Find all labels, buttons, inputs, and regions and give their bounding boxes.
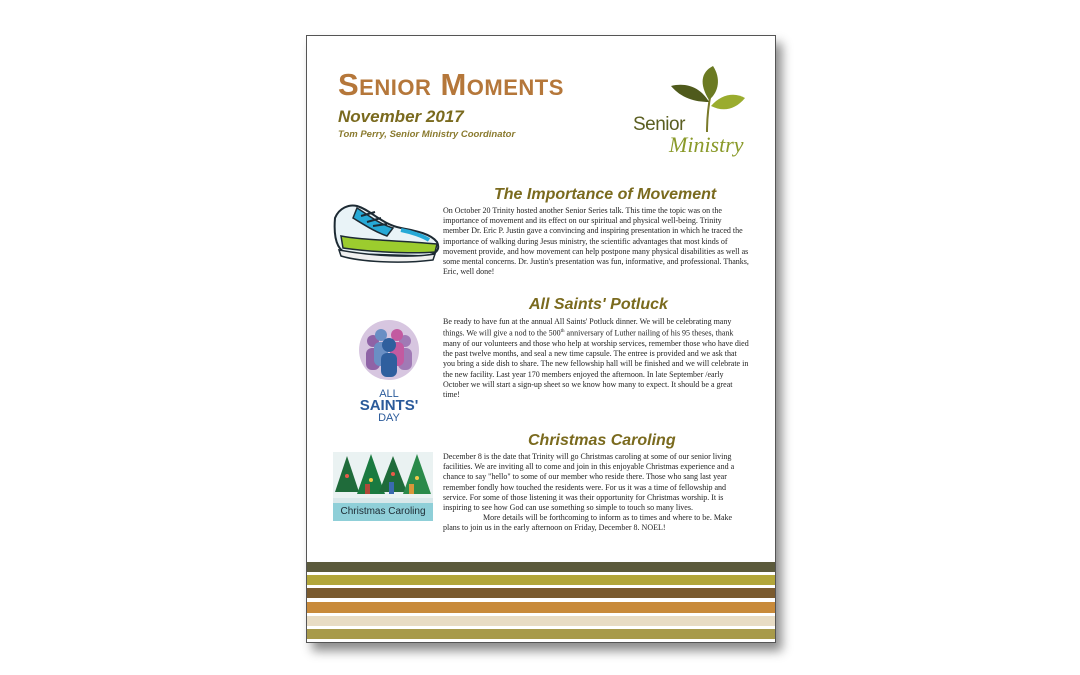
potluck-superscript: th — [560, 329, 565, 335]
caroling-caption: Christmas Caroling — [333, 503, 433, 521]
logo-senior-text: Senior — [633, 114, 685, 135]
stripe-1 — [307, 562, 775, 572]
stripe-4 — [307, 602, 775, 613]
all-saints-line3: DAY — [378, 412, 400, 424]
section-text-caroling-2: More details will be forthcoming to inform as to times and where to be. Make plans to join us in the early afternoon on Friday, December 8. NOEL! — [443, 513, 733, 533]
newsletter-date: November 2017 — [338, 107, 464, 126]
stripe-3 — [307, 588, 775, 598]
section-body-caroling — [443, 452, 749, 534]
logo-ministry-text: Ministry — [669, 132, 744, 157]
potluck-text-b: anniversary of Luther nailing of his 95 theses, thank many of our volunteers and those who help at worship services, remember those who have died the past twelve months, and seal a new time capsule. The entree is provided and we ask that you bring a side dish to share. The new fellowship hall will be finished and we will celebrate in the new facility. Last year 170 members enjoyed the afternoon. In late September /early October we will start a sign-up sheet so we know how many to expect. It should be a great time! — [443, 328, 749, 400]
stripe-6 — [307, 629, 775, 639]
section-text-caroling: December 8 is the date that Trinity will go Christmas caroling at some of our senior living facilities. We are inviting all to come and join in this enjoyable Christmas experience and a chance to say "hello" to some of our member who reside there. Those who sang last year remember fondly how touched the residents were. For us it was a time of fellowship and service. For some of those listening it was their opportunity for Christmas worship. It is inspiring to see how God can use something so simple to touch so many lives. — [443, 452, 735, 513]
all-saints-icon — [347, 319, 431, 423]
section-body-movement — [443, 206, 749, 277]
senior-ministry-logo — [629, 64, 749, 164]
section-title-caroling: Christmas Caroling — [528, 432, 676, 449]
sneaker-icon — [331, 196, 443, 266]
people-circle-icon — [347, 319, 431, 381]
all-saints-line1: ALL — [379, 388, 399, 400]
section-body-potluck — [443, 317, 749, 400]
stripe-5 — [307, 616, 775, 626]
section-title-potluck: All Saints' Potluck — [529, 296, 668, 313]
christmas-trees-icon — [333, 452, 433, 516]
stripe-2 — [307, 575, 775, 585]
section-title-movement: The Importance of Movement — [494, 186, 717, 203]
section-text-potluck — [443, 317, 749, 400]
newsletter-title: Senior Moments — [338, 67, 564, 102]
section-text-movement: On October 20 Trinity hosted another Senior Series talk. This time the topic was on the importance of movement and its effect on our spiritual and physical well-being. Trinity member Dr. Eric P. Justin gave a convincing and inspiring presentation in which he traced the importance of walking during Jesus ministry, the scientific advantages that most kinds of movement provide, and how movement can help postpone many physical disabilities as well as some mental concerns. Dr. Justin's presentation was fun, informative, and professional. Thanks, Eric, well done! — [443, 206, 749, 277]
decorative-stripes — [307, 562, 775, 642]
potluck-text-a: Be ready to have fun at the annual All Saints' Potluck dinner. We will be celebrating many things. We will give a nod to the 500 — [443, 317, 732, 338]
newsletter-page — [306, 35, 776, 643]
coordinator-line: Tom Perry, Senior Ministry Coordinator — [338, 129, 516, 140]
trees-icon — [333, 452, 433, 498]
all-saints-line2: SAINTS' — [359, 397, 419, 414]
